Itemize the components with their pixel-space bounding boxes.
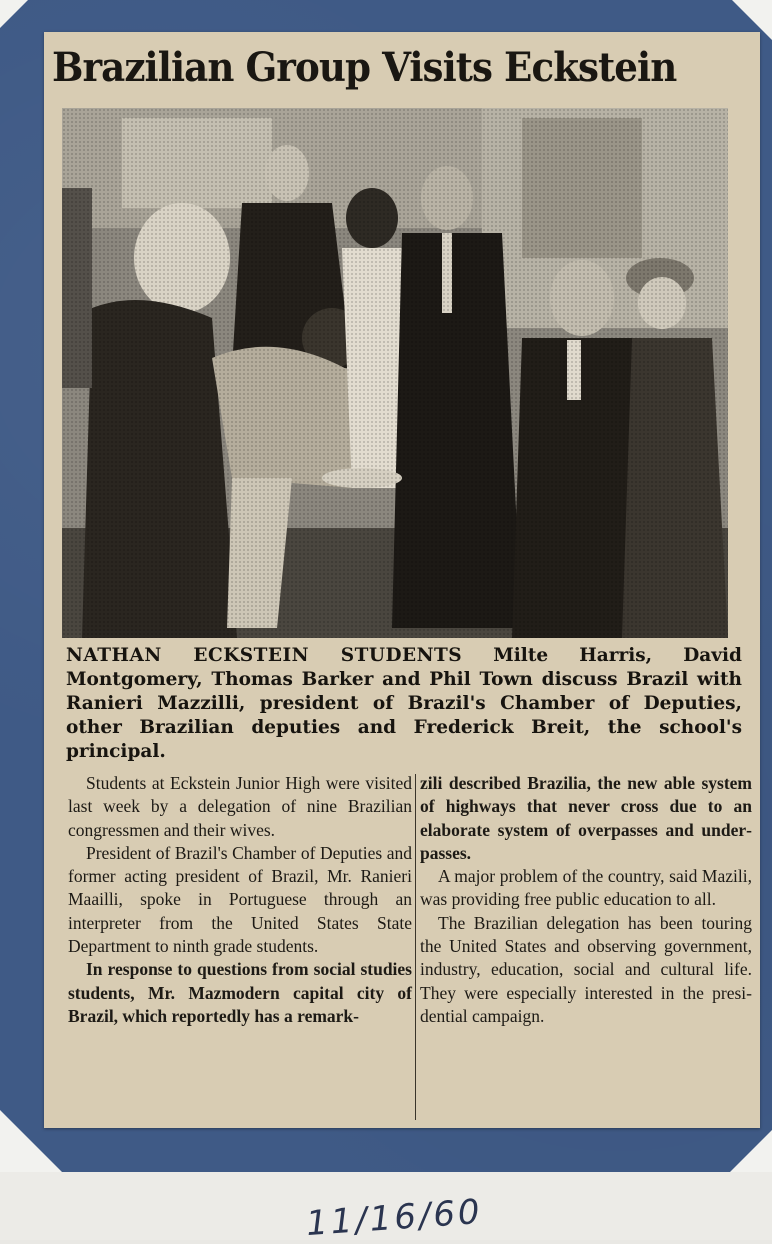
article-column-left [68,772,412,1122]
column-divider [415,774,416,1120]
news-photo-image [62,108,728,638]
news-photo [62,108,728,638]
newspaper-clipping [44,32,760,1128]
article-paragraph: The Brazilian delegation has been touring the United States and observing government, industry, education, social and cultural life. They were especially interested in the presidential campaign. [420,912,752,1026]
article-paragraph: zili described Brazilia, the new able system of highways that never cross due to an elaborate system of overpasses and underpasses. [420,773,752,863]
article-column-right [420,772,752,1122]
caption-lead: NATHAN ECKSTEIN STUDENTS [66,645,463,666]
caption-text: Milte Harris, David Montgomery, Thomas Barker and Phil Town discuss Brazil with Ranieri Mazzilli, president of Brazil's Chamber of Deputies, other Brazilian deputies and Frederick Breit, the school's principal. [66,645,742,762]
article-paragraph: In response to questions from social studies students, Mr. Mazmodern capital city of Brazil, which reportedly has a remark- [68,959,412,1026]
article-paragraph: A major problem of the country, said Mazili, was providing free public education to all. [420,866,752,910]
photo-corner-top-left [0,0,28,28]
handwritten-date: 11/16/60 [304,1191,484,1244]
photo-caption [66,644,742,764]
article-paragraph: Students at Eckstein Junior High were visited last week by a delegation of nine Brazilian congressmen and their wives. [68,773,412,840]
photo-corner-bottom-right [730,1130,772,1172]
article-paragraph: President of Brazil's Chamber of Deputies and former acting president of Brazil, Mr. Ranieri Maailli, spoke in Portuguese through an interpreter from the United States State Department to ninth grade students. [68,842,412,957]
headline: Brazilian Group Visits Eckstein [52,44,677,91]
article-body [68,772,752,1122]
